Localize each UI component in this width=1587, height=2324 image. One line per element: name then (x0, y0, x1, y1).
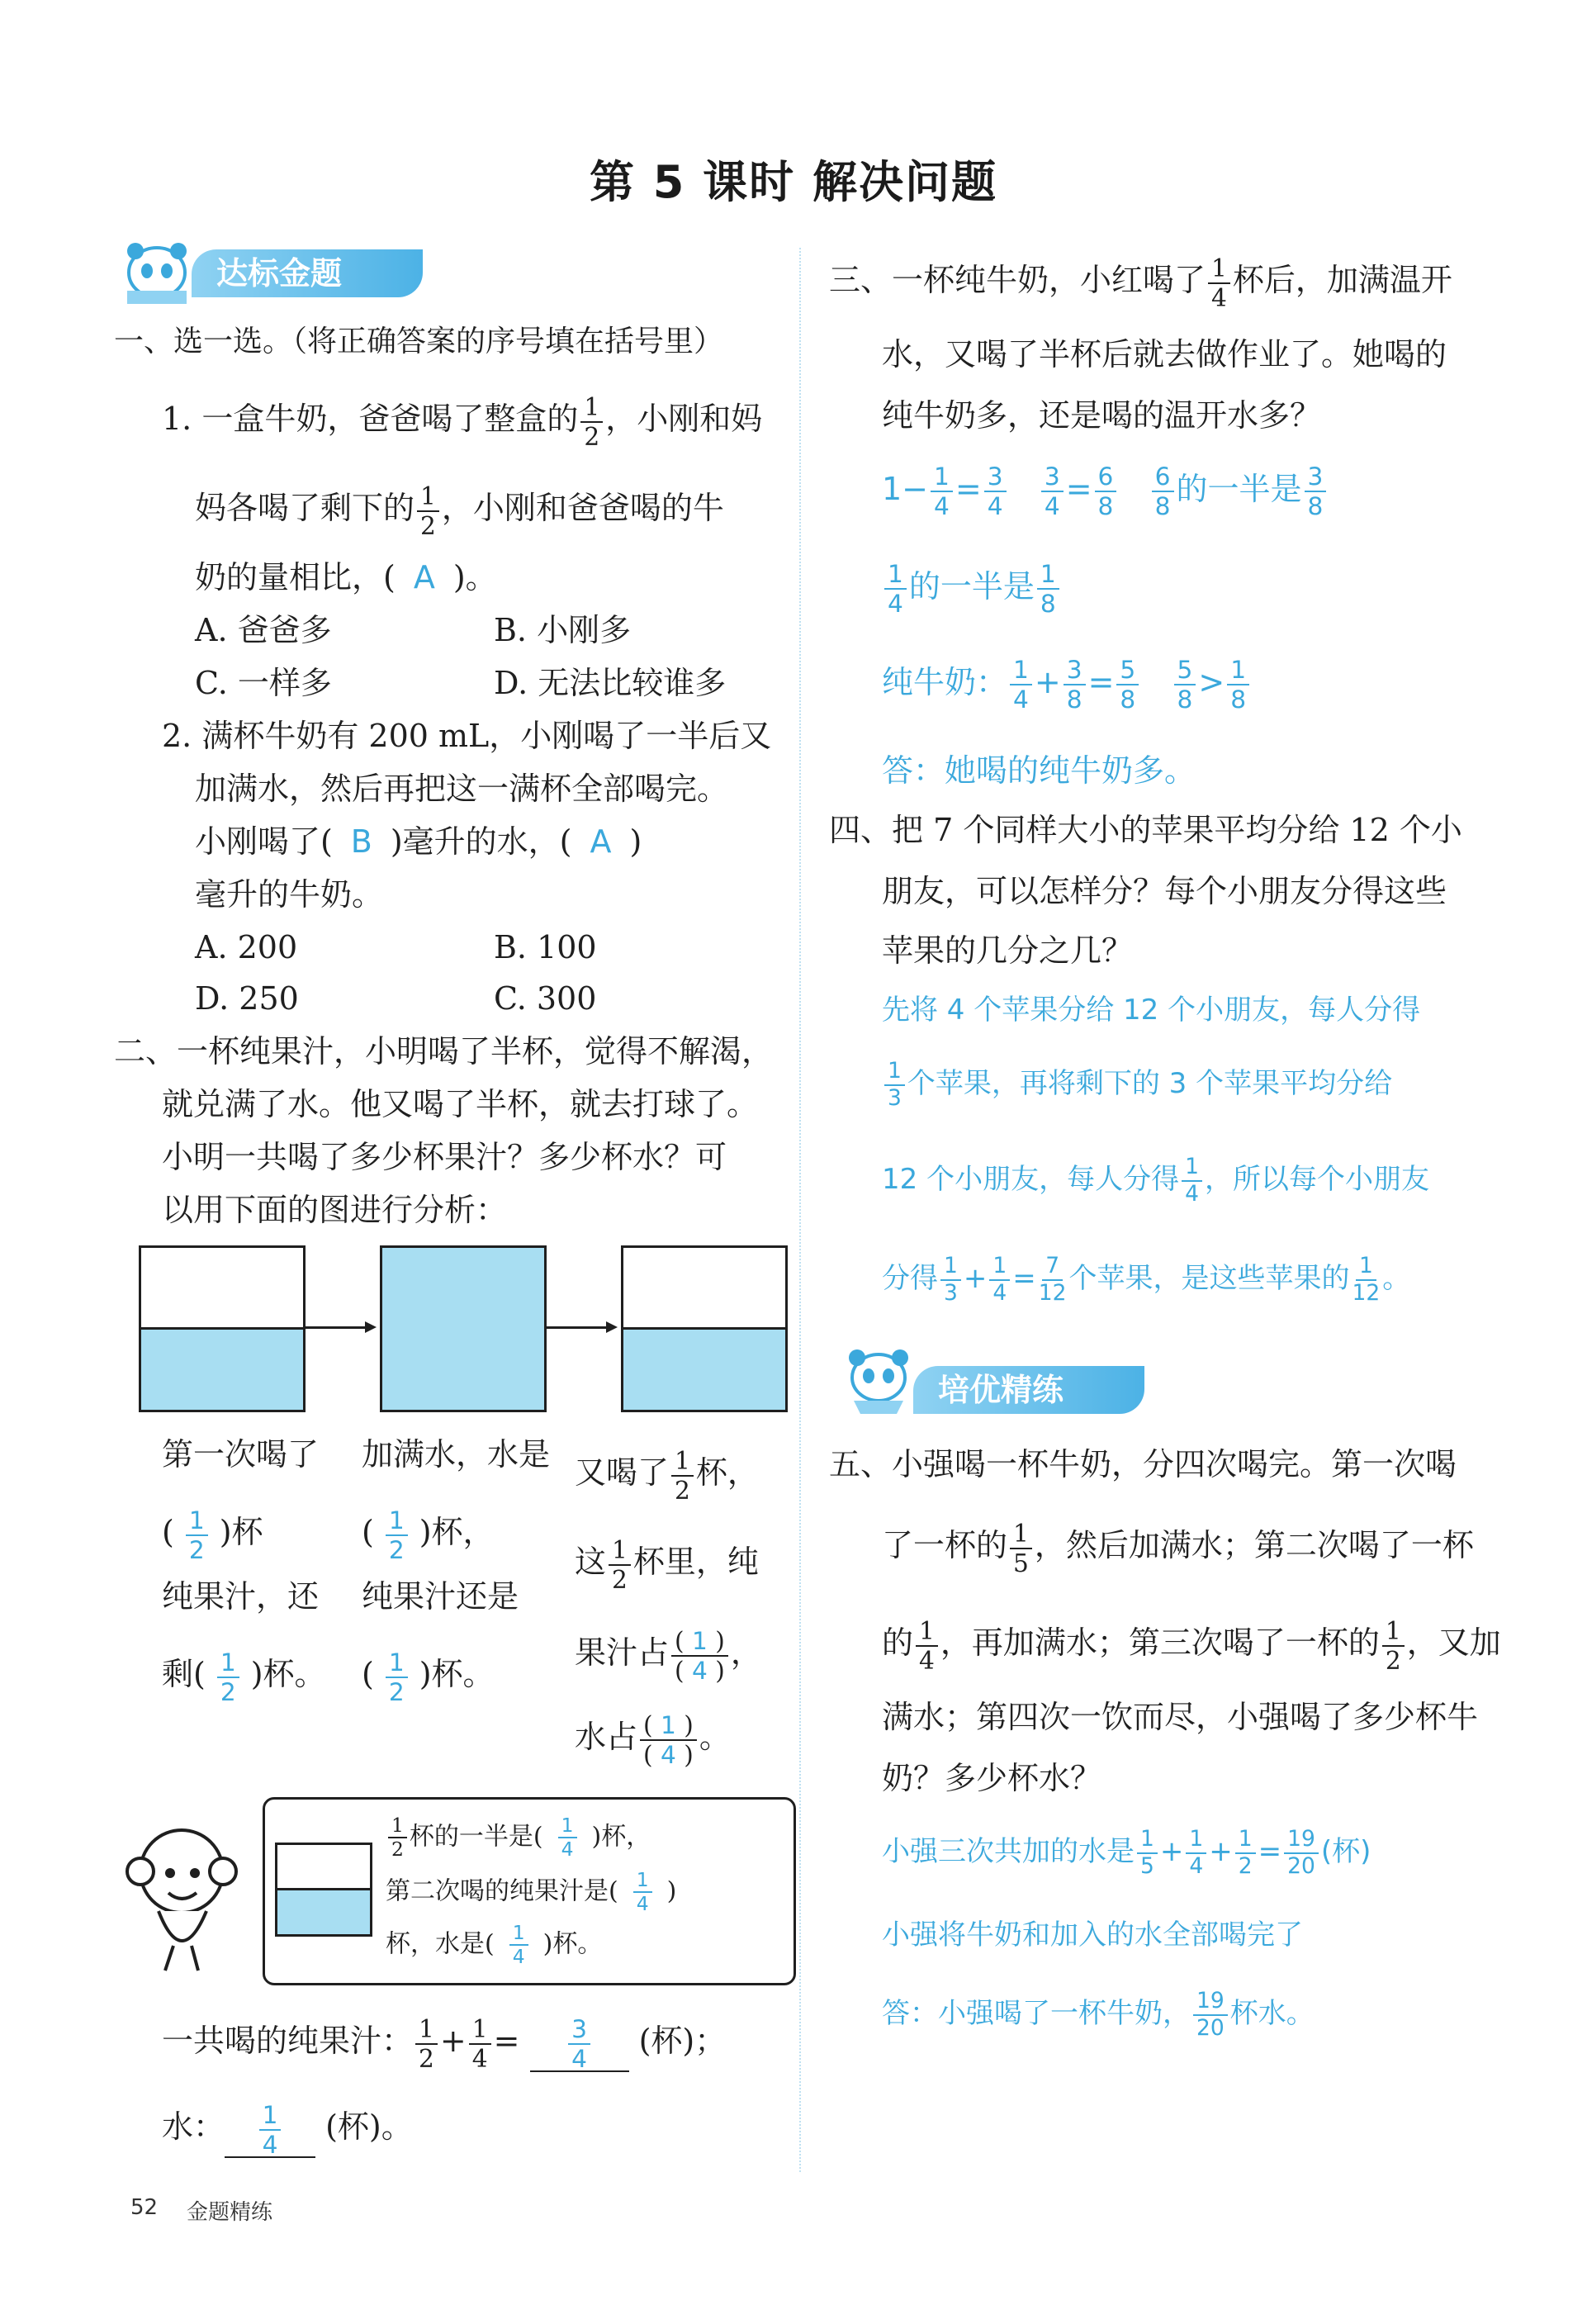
q1-line2: 妈各喝了剩下的 $\frac{1}{2}$ ，小刚和爸爸喝的牛 (195, 481, 724, 540)
panda-mascot-icon (837, 1341, 920, 1416)
monkey-mascot-icon (116, 1822, 256, 1979)
c1-line1: 第一次喝了 (162, 1436, 320, 1473)
q2-line4: 毫升的牛奶。 (195, 876, 384, 913)
water-line: 水： $\frac{1}{4}$ (杯)。 (162, 2100, 413, 2159)
bubble-line1: $\frac{1}{2}$ 杯的一半是( $\frac{1}{4}$ )杯， (386, 1816, 651, 1860)
q2-line2: 加满水，然后再把这一满杯全部喝完。 (195, 771, 729, 807)
s2-line3: 小明一共喝了多少杯果汁？多少杯水？可 (162, 1139, 727, 1175)
s5-line4: 满水；第四次一饮而尽，小强喝了多少杯牛 (882, 1699, 1479, 1735)
c2-line1: 加满水，水是 (362, 1436, 551, 1473)
s4-work-line2: $\frac{1}{3}$ 个苹果，再将剩下的 3 个苹果平均分给 (882, 1060, 1392, 1109)
s4-work-line1: 先将 4 个苹果分给 12 个小朋友，每人分得 (882, 994, 1421, 1027)
s3-answer: 答：她喝的纯牛奶多。 (882, 752, 1196, 789)
panda-mascot-icon (116, 233, 198, 307)
q1-option-c: C. 一样多 (195, 665, 332, 701)
bubble-line3: 杯，水是( $\frac{1}{4}$ )杯。 (386, 1921, 603, 1969)
q2-option-d: D. 250 (195, 980, 299, 1017)
q1-option-d: D. 无法比较谁多 (494, 665, 727, 701)
s4-work-line3: 12 个小朋友，每人分得 $\frac{1}{4}$ ，所以每个小朋友 (882, 1154, 1429, 1207)
c3-line1: 又喝了 $\frac{1}{2}$ 杯， (575, 1446, 759, 1505)
s3-work-line3: 纯牛奶： $\frac{1}{4}$ + $\frac{3}{8}$ = $\frac{5}{8}$ $\frac{5}{8}$ > $\frac{1}{8}$ (882, 657, 1252, 711)
q1-line3: 奶的量相比，( A )。 (195, 559, 497, 595)
sum-line: 一共喝的纯果汁： $\frac{1}{2}$ + $\frac{1}{4}$ = $\frac{3}{4}$ (杯)； (162, 2014, 727, 2073)
q2-line1: 2. 满杯牛奶有 200 mL，小刚喝了一半后又 (162, 718, 772, 754)
q2-option-c: C. 300 (494, 980, 597, 1017)
c2-line4: ( $\frac{1}{2}$ )杯。 (362, 1648, 495, 1706)
c2-line3: 纯果汁还是 (362, 1578, 519, 1615)
s3-line1: 三、一杯纯牛奶，小红喝了 $\frac{1}{4}$ 杯后，加满温开 (829, 254, 1452, 312)
page-title: 第 5 课时 解决问题 (590, 156, 997, 208)
s5-line2: 了一杯的 $\frac{1}{5}$ ，然后加满水；第二次喝了一杯 (882, 1519, 1474, 1577)
s3-line3: 纯牛奶多，还是喝的温开水多？ (882, 397, 1322, 434)
s5-line5: 奶？多少杯水？ (882, 1760, 1102, 1796)
s4-line3: 苹果的几分之几？ (882, 932, 1134, 969)
c3-line4: 水占 $\frac{( 1 )}{( 4 )}$ 。 (575, 1710, 731, 1769)
c2-line2: ( $\frac{1}{2}$ )杯， (362, 1506, 495, 1564)
q2-line3: 小刚喝了( B )毫升的水，( A ) (195, 823, 642, 860)
q1-answer: A (413, 559, 435, 595)
s2-line1: 二、一杯纯果汁，小明喝了半杯，觉得不解渴， (114, 1033, 774, 1070)
s4-line1: 四、把 7 个同样大小的苹果平均分给 12 个小 (829, 812, 1462, 848)
s3-line2: 水，又喝了半杯后就去做作业了。她喝的 (882, 336, 1447, 372)
s2-line2: 就兑满了水。他又喝了半杯，就去打球了。 (162, 1086, 759, 1122)
cup-diagram-2 (380, 1245, 547, 1412)
column-divider (799, 248, 801, 2172)
q1-line1: 1. 一盒牛奶，爸爸喝了整盒的 $\frac{1}{2}$ ，小刚和妈 (162, 392, 763, 451)
s4-line2: 朋友，可以怎样分？每个小朋友分得这些 (882, 873, 1447, 909)
hint-bubble (263, 1797, 796, 1985)
q1-option-b: B. 小刚多 (494, 612, 632, 648)
arrow-icon (306, 1326, 373, 1329)
s4-work-line4: 分得 $\frac{1}{3}$ + $\frac{1}{4}$ = $\frac{7}{12}$ 个苹果，是这些苹果的 $\frac{1}{12}$ 。 (882, 1253, 1411, 1306)
section1-heading: 一、选一选。（将正确答案的序号填在括号里） (114, 325, 724, 358)
cup-diagram-1 (139, 1245, 306, 1412)
book-name: 金题精练 (187, 2200, 273, 2225)
s5-line1: 五、小强喝一杯牛奶，分四次喝完。第一次喝 (829, 1446, 1457, 1482)
bubble-line2: 第二次喝的纯果汁是( $\frac{1}{4}$ ) (386, 1868, 677, 1916)
section-banner-advanced: 培优精练 (913, 1366, 1144, 1414)
c3-line3: 果汁占 $\frac{( 1 )}{( 4 )}$ ， (575, 1626, 762, 1685)
cup-diagram-3 (621, 1245, 788, 1412)
s5-work-line1: 小强三次共加的水是 $\frac{1}{5}$ + $\frac{1}{4}$ + $\frac{1}{2}$ = $\frac{19}{20}$ (杯) (882, 1826, 1371, 1879)
section-banner-basic: 达标金题 (192, 249, 423, 297)
s5-answer: 答：小强喝了一杯牛奶， $\frac{19}{20}$ 杯水。 (882, 1988, 1315, 2041)
c1-line3: 纯果汁，还 (162, 1578, 320, 1615)
q2-answer-2: A (590, 823, 612, 860)
c3-line2: 这 $\frac{1}{2}$ 杯里，纯 (575, 1535, 759, 1594)
s5-line3: 的 $\frac{1}{4}$ ，再加满水；第三次喝了一杯的 $\frac{1}{2}$ ，又加 (882, 1616, 1501, 1675)
s5-work-line2: 小强将牛奶和加入的水全部喝完了 (882, 1918, 1303, 1952)
q2-answer-1: B (350, 823, 372, 860)
q2-option-a: A. 200 (195, 929, 298, 965)
s2-line4: 以用下面的图进行分析： (162, 1192, 508, 1228)
q2-option-b: B. 100 (494, 929, 597, 965)
s3-work-line2: $\frac{1}{4}$ 的一半是 $\frac{1}{8}$ (882, 562, 1062, 615)
q1-option-a: A. 爸爸多 (195, 612, 332, 648)
page-number: 52 (130, 2195, 159, 2220)
bubble-cup-diagram (275, 1843, 372, 1937)
s3-work-line1: 1− $\frac{1}{4}$ = $\frac{3}{4}$ $\frac{3}{4}$ = $\frac{6}{8}$ $\frac{6}{8}$ 的一半是 $\frac{3}{8}$ (882, 464, 1329, 518)
c1-line4: 剩( $\frac{1}{2}$ )杯。 (162, 1648, 326, 1706)
c1-line2: ( $\frac{1}{2}$ )杯 (162, 1506, 263, 1564)
arrow-icon (547, 1326, 614, 1329)
